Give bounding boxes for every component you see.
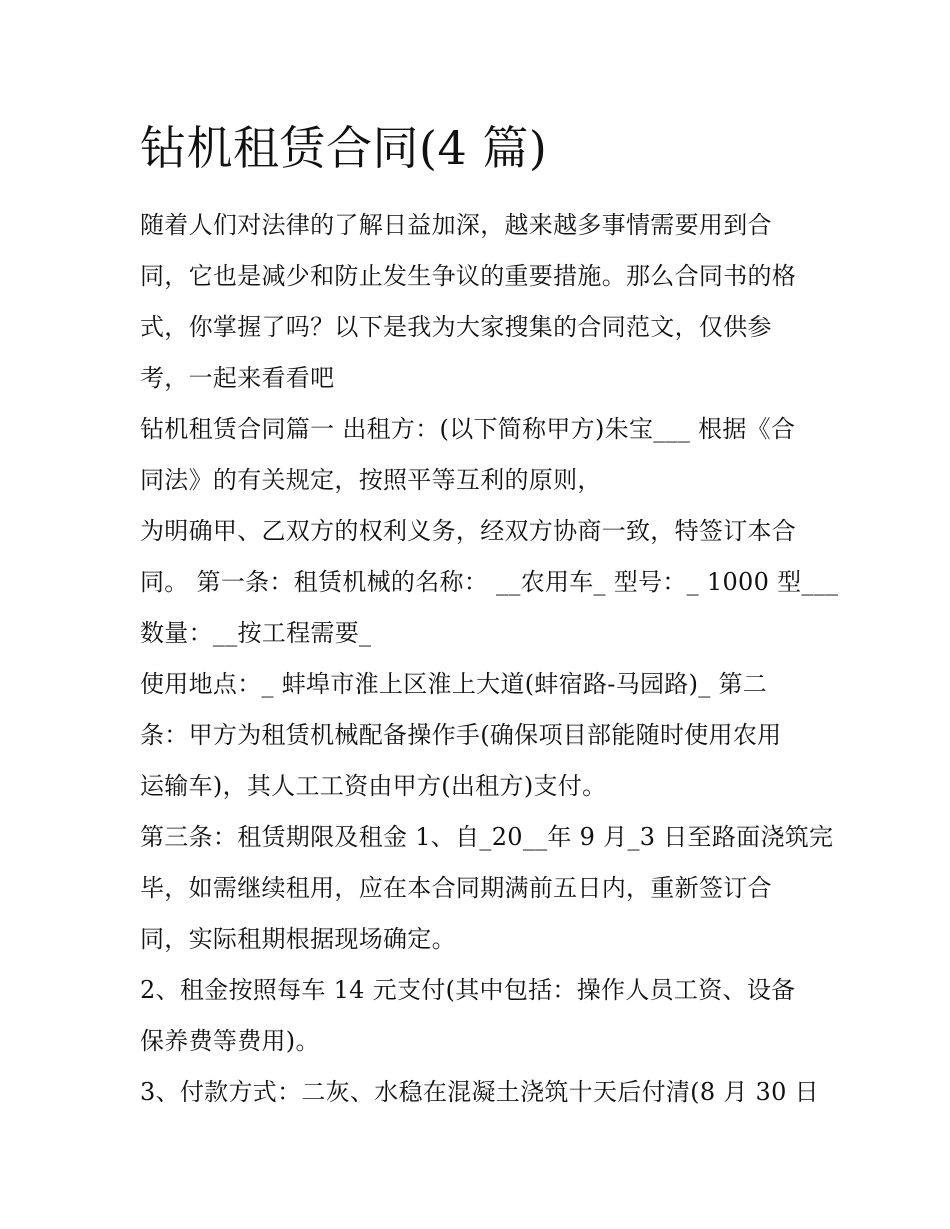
body-line: 运输车)，其人工工资由甲方(出租方)支付。 xyxy=(140,772,607,800)
document-body xyxy=(140,200,839,1118)
body-line: 同，它也是减少和防止发生争议的重要措施。那么合同书的格 xyxy=(140,262,797,290)
body-line: 为明确甲、乙双方的权利义务，经双方协商一致，特签订本合 xyxy=(140,517,797,545)
body-line: 毕，如需继续租用，应在本合同期满前五日内，重新签订合 xyxy=(140,874,772,902)
body-line: 保养费等费用)。 xyxy=(140,1027,320,1055)
body-line: 随着人们对法律的了解日益加深，越来越多事情需要用到合 xyxy=(140,211,772,239)
document-title: 钻机租赁合同(4 篇) xyxy=(140,121,548,175)
body-line: 3、付款方式：二灰、水稳在混凝土浇筑十天后付清(8 月 30 日 xyxy=(140,1078,819,1106)
body-line: 考，一起来看看吧 xyxy=(140,364,335,392)
body-line: 数量：__按工程需要_ xyxy=(140,619,372,647)
body-line: 2、租金按照每车 14 元支付(其中包括：操作人员工资、设备 xyxy=(140,976,796,1004)
body-line: 条：甲方为租赁机械配备操作手(确保项目部能随时使用农用 xyxy=(140,721,782,749)
body-line: 同。 第一条：租赁机械的名称： __农用车_ 型号：_ 1000 型___ xyxy=(140,568,839,596)
body-line: 钻机租赁合同篇一 出租方：(以下简称甲方)朱宝___ 根据《合 xyxy=(140,415,796,443)
body-line: 式，你掌握了吗？以下是我为大家搜集的合同范文，仅供参 xyxy=(140,313,772,341)
body-line: 同，实际租期根据现场确定。 xyxy=(140,925,456,953)
body-line: 使用地点：_ 蚌埠市淮上区淮上大道(蚌宿路-马园路)_ 第二 xyxy=(140,670,768,698)
body-line: 同法》的有关规定，按照平等互利的原则， xyxy=(140,466,602,494)
body-line: 第三条：租赁期限及租金 1、自_20__年 9 月_3 日至路面浇筑完 xyxy=(140,823,834,851)
